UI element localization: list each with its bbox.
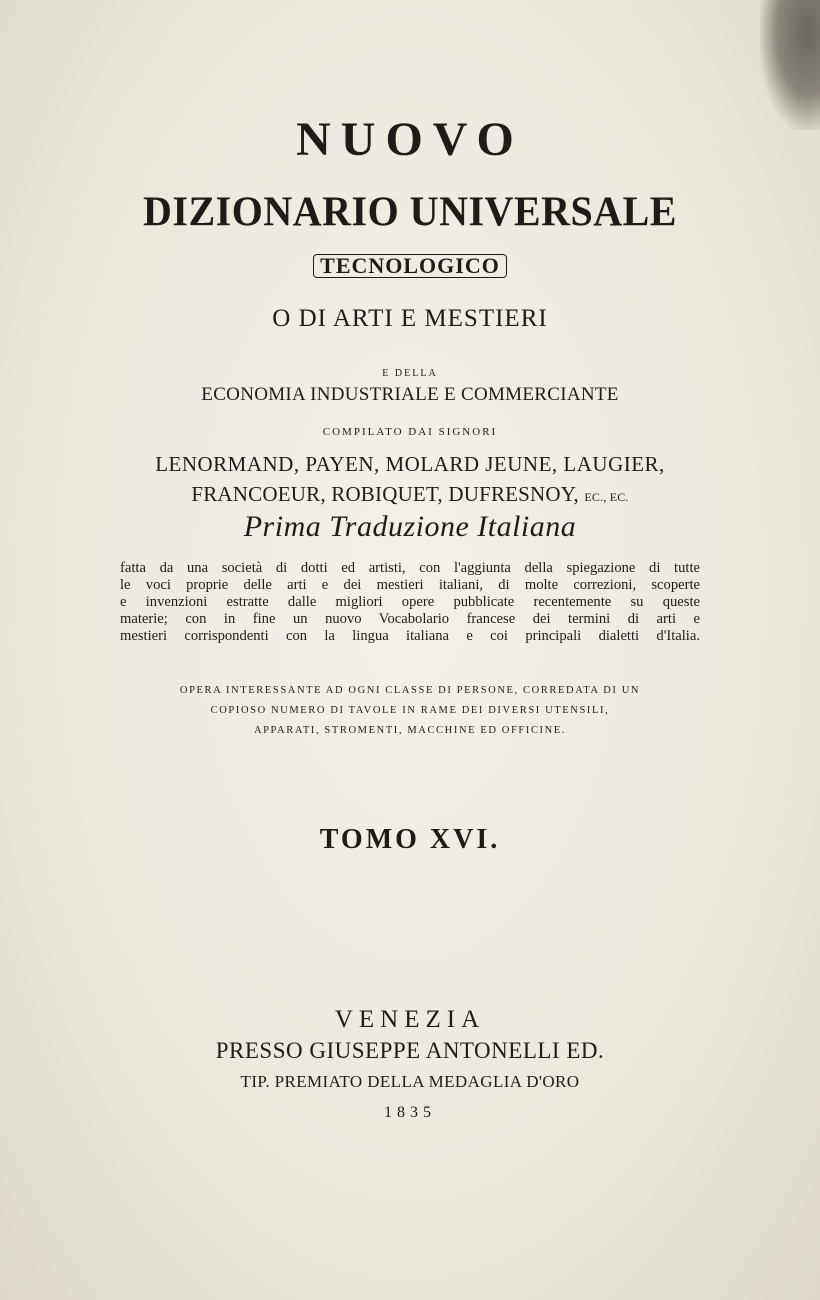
title-dictionary: DIZIONARIO UNIVERSALE (143, 187, 677, 236)
authors-line-1: LENORMAND, PAYEN, MOLARD JEUNE, LAUGIER, (155, 452, 665, 476)
authors-etc: EC., EC. (584, 490, 629, 504)
description-line: le voci proprie delle arti e dei mestieri italiani, di molte correzioni, scoperte (120, 577, 700, 593)
opera-note (0, 681, 820, 741)
description-line: mestieri corrispondenti con la lingua italiana e coi principali dialetti d'Italia. (120, 628, 700, 644)
opera-line: OPERA INTERESSANTE AD OGNI CLASSE DI PERSONE, CORREDATA DI UN (179, 685, 641, 696)
authors-line-2 (0, 482, 820, 507)
subtitle-economy: ECONOMIA INDUSTRIALE E COMMERCIANTE (201, 384, 619, 405)
opera-line: APPARATI, STROMENTI, MACCHINE ED OFFICINE. (253, 725, 567, 736)
authors-line-2-text: FRANCOEUR, ROBIQUET, DUFRESNOY, (191, 482, 579, 506)
title-arts: O DI ARTI E MESTIERI (272, 305, 548, 332)
volume-number: TOMO XVI. (319, 824, 501, 855)
publication-city: VENEZIA (334, 1006, 486, 1033)
compiled-by: COMPILATO DAI SIGNORI (322, 426, 498, 438)
translation-note: Prima Traduzione Italiana (243, 510, 577, 543)
publisher: PRESSO GIUSEPPE ANTONELLI ED. (215, 1038, 605, 1063)
connector-text: E DELLA (382, 368, 438, 379)
opera-line: COPIOSO NUMERO DI TAVOLE IN RAME DEI DIVERSI UTENSILI, (210, 705, 610, 716)
description-paragraph (120, 560, 700, 645)
publication-year: 1835 (384, 1104, 436, 1121)
title-main: NUOVO (296, 113, 524, 166)
page-stain (760, 0, 820, 130)
title-tech-text: TECNOLOGICO (313, 254, 507, 278)
printer: TIP. PREMIATO DELLA MEDAGLIA D'ORO (240, 1072, 580, 1091)
title-tech (0, 253, 820, 279)
description-line: e invenzioni estratte dalle migliori opere pubblicate recentemente su queste (120, 594, 700, 610)
description-line: fatta da una società di dotti ed artisti, con l'aggiunta della spiegazione di tutte (120, 560, 700, 576)
description-line: materie; con in fine un nuovo Vocabolario francese dei termini di arti e (120, 611, 700, 627)
